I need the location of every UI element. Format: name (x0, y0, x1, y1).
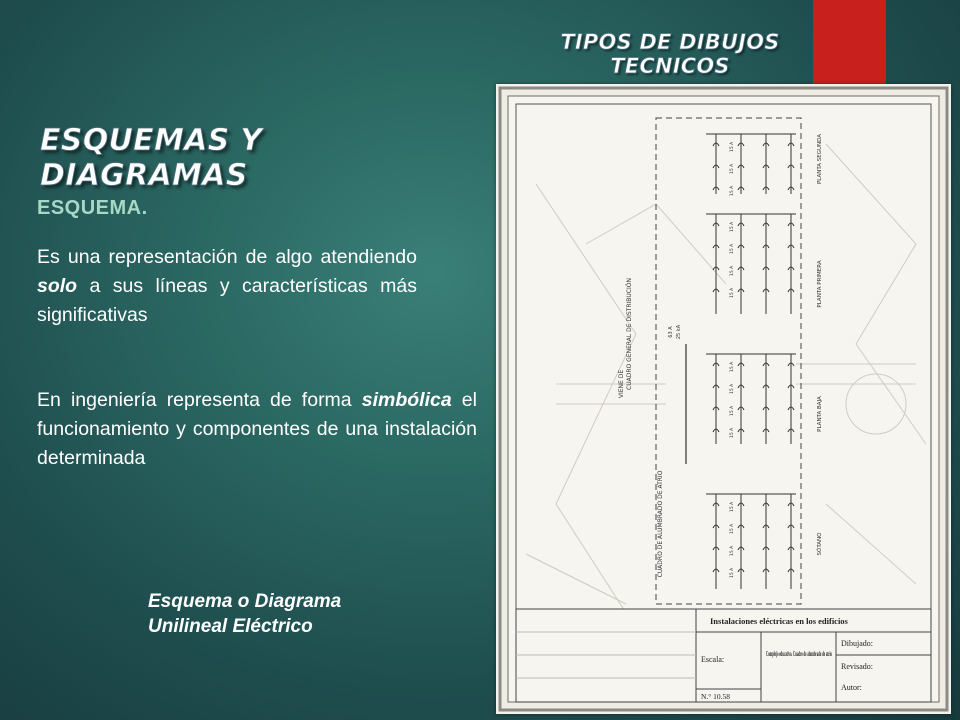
breaker-rating-label: 15 A (730, 523, 735, 534)
breaker-rating-label: 15 A (730, 501, 735, 512)
title-block-description (766, 649, 832, 658)
caption-line-2: Unilineal Eléctrico (148, 616, 313, 637)
title-block-scale: Escala: (701, 655, 725, 664)
main-breaker-label: 63 A (668, 326, 674, 338)
floor-label-first: PLANTA PRIMERA (817, 260, 823, 308)
breaker-rating-label: 15 A (730, 163, 735, 174)
title-block-reviewed: Revisado: (841, 662, 873, 671)
electrical-diagram-image (496, 84, 951, 714)
title-block-author: Autor: (841, 683, 862, 692)
breaker-rating-label: 15 A (730, 567, 735, 578)
slide-top-title: TIPOS DE DIBUJOS TECNICOS (560, 30, 780, 78)
subheading: ESQUEMA. (37, 197, 148, 219)
title-block-drawn: Dibujado: (841, 639, 873, 648)
supply-label-1: VIENE DE (618, 369, 625, 399)
paragraph-text: el funcionamiento y componentes de una instalación determinada (37, 389, 477, 469)
breaker-rating-label: 15 A (730, 361, 735, 372)
breaker-rating-label: 15 A (730, 287, 735, 298)
breaker-rating-label: 15 A (730, 185, 735, 196)
definition-paragraph (37, 243, 417, 330)
caption-line-1: Esquema o Diagrama (148, 591, 342, 612)
floor-label-second: PLANTA SEGUNDA (817, 133, 823, 185)
title-block (516, 609, 931, 702)
breaker-rating-label: 15 A (730, 141, 735, 152)
title-block-number: N.° 10.58 (701, 692, 731, 701)
floor-label-basement: SÓTANO (817, 532, 823, 556)
paragraph-text: En ingeniería representa de forma (37, 389, 362, 411)
section-heading: ESQUEMAS Y DIAGRAMAS (40, 123, 263, 193)
supply-label-2: CUADRO GENERAL DE DISTRIBUCIÓN (626, 278, 633, 390)
paragraph-emphasis: solo (37, 275, 78, 297)
paragraph-text: Es una representación de algo atendiendo (37, 246, 417, 268)
description-line: Complejo educativo. Cuadro de alumbrado de atrio (766, 649, 833, 658)
breaker-rating-label: 15 A (730, 427, 735, 438)
atrium-panel-label: CUADRO DE ALUMBRADO DE ATRIO (657, 470, 664, 578)
floor-label-ground: PLANTA BAJA (817, 396, 823, 432)
breaker-rating-label: 15 A (730, 265, 735, 276)
main-rcd-label: 25 kA (676, 324, 682, 340)
title-block-title: Instalaciones eléctricas en los edificios (710, 616, 848, 626)
paragraph-text: a sus líneas y características más significativas (37, 275, 417, 326)
breaker-rating-label: 15 A (730, 243, 735, 254)
paragraph-emphasis: simbólica (361, 389, 452, 411)
breaker-rating-label: 15 A (730, 221, 735, 232)
breaker-rating-label: 15 A (730, 405, 735, 416)
breaker-rating-label: 15 A (730, 383, 735, 394)
figure-caption (148, 589, 341, 639)
engineering-paragraph (37, 386, 477, 473)
breaker-rating-label: 15 A (730, 545, 735, 556)
single-line-diagram (496, 84, 951, 714)
